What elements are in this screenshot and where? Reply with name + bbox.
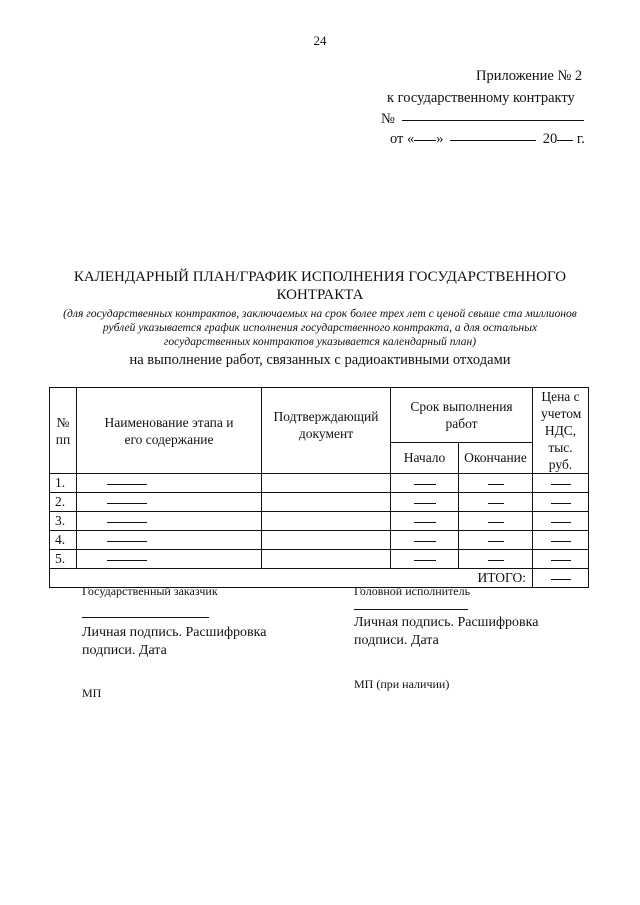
start-blank: [414, 540, 436, 542]
end-blank: [488, 502, 504, 504]
end-blank: [488, 521, 504, 523]
stage-blank: [107, 559, 147, 561]
price-cell[interactable]: [533, 531, 589, 550]
document-subtitle-note: (для государственных контрактов, заключаемых на срок более трех лет с ценой свыше ста миллионов рублей указывается график исполнения государственного контракта, а для остальных государственных контрактов указывается календарный план): [63, 307, 577, 348]
price-blank: [551, 521, 571, 523]
row-number: 5.: [50, 550, 77, 569]
end-blank: [488, 483, 504, 485]
calendar-plan-table: [49, 387, 589, 588]
contractor-signature-caption: Личная подпись. Расшифровка подписи. Дата: [354, 615, 539, 648]
document-cell[interactable]: [262, 512, 391, 531]
start-cell[interactable]: [391, 474, 459, 493]
header-period: Срок выполнения работ: [391, 388, 533, 443]
row-number: 2.: [50, 493, 77, 512]
stage-cell[interactable]: [77, 550, 262, 569]
date-year-blank: [557, 139, 573, 141]
total-price-cell[interactable]: [533, 569, 589, 588]
end-cell[interactable]: [459, 550, 533, 569]
contract-number-blank: [402, 119, 584, 121]
end-cell[interactable]: [459, 493, 533, 512]
start-cell[interactable]: [391, 531, 459, 550]
date-year: 20: [542, 131, 558, 147]
stage-blank: [107, 521, 147, 523]
start-cell[interactable]: [391, 550, 459, 569]
contractor-label: Головной исполнитель: [354, 584, 471, 598]
annex-title: Приложение № 2: [476, 68, 583, 84]
annex-contract-reference: к государственному контракту: [387, 90, 575, 106]
contractor-stamp: МП (при наличии): [354, 677, 450, 691]
table-header-row: [50, 388, 589, 443]
price-blank: [551, 540, 571, 542]
start-blank: [414, 521, 436, 523]
total-price-blank: [551, 578, 571, 580]
start-blank: [414, 559, 436, 561]
header-price: Цена с учетом НДС, тыс. руб.: [533, 388, 589, 474]
row-number: 1.: [50, 474, 77, 493]
stage-blank: [107, 502, 147, 504]
start-blank: [414, 502, 436, 504]
document-cell[interactable]: [262, 474, 391, 493]
contract-number-line: [381, 111, 584, 128]
header-end: Окончание: [459, 442, 533, 474]
date-day-blank: [414, 139, 436, 141]
stage-blank: [107, 540, 147, 542]
start-blank: [414, 483, 436, 485]
start-cell[interactable]: [391, 512, 459, 531]
price-blank: [551, 483, 571, 485]
stage-cell[interactable]: [77, 512, 262, 531]
stage-cell[interactable]: [77, 474, 262, 493]
page-number: 24: [313, 33, 327, 48]
document-purpose: на выполнение работ, связанных с радиоактивными отходами: [129, 352, 511, 368]
date-month-blank: [450, 139, 536, 141]
row-number: 4.: [50, 531, 77, 550]
contract-date-line: [390, 131, 585, 148]
date-prefix: от «: [390, 131, 415, 147]
table-row: [50, 512, 589, 531]
price-cell[interactable]: [533, 512, 589, 531]
end-cell[interactable]: [459, 531, 533, 550]
contractor-signature-line[interactable]: [354, 609, 468, 610]
document-title: КАЛЕНДАРНЫЙ ПЛАН/ГРАФИК ИСПОЛНЕНИЯ ГОСУДАРСТВЕННОГО КОНТРАКТА: [73, 269, 567, 303]
end-cell[interactable]: [459, 512, 533, 531]
row-number: 3.: [50, 512, 77, 531]
price-cell[interactable]: [533, 550, 589, 569]
date-year-suffix: г.: [576, 131, 585, 147]
document-cell[interactable]: [262, 531, 391, 550]
document-cell[interactable]: [262, 550, 391, 569]
price-cell[interactable]: [533, 493, 589, 512]
customer-signature-line[interactable]: [82, 617, 209, 618]
table-row: [50, 531, 589, 550]
total-label: ИТОГО:: [50, 569, 533, 588]
start-cell[interactable]: [391, 493, 459, 512]
document-cell[interactable]: [262, 493, 391, 512]
header-num: № пп: [50, 388, 77, 474]
end-blank: [488, 559, 504, 561]
end-cell[interactable]: [459, 474, 533, 493]
price-blank: [551, 502, 571, 504]
stage-blank: [107, 483, 147, 485]
stage-cell[interactable]: [77, 493, 262, 512]
price-cell[interactable]: [533, 474, 589, 493]
table-row: [50, 550, 589, 569]
end-blank: [488, 540, 504, 542]
table-row: [50, 493, 589, 512]
stage-cell[interactable]: [77, 531, 262, 550]
customer-signature-caption: Личная подпись. Расшифровка подписи. Дата: [82, 625, 267, 658]
header-document: Подтверждающий документ: [262, 388, 391, 474]
contract-number-prefix: №: [381, 111, 395, 127]
customer-label: Государственный заказчик: [82, 584, 218, 598]
table-row: [50, 474, 589, 493]
header-stage: Наименование этапа и его содержание: [77, 388, 262, 474]
price-blank: [551, 559, 571, 561]
header-start: Начало: [391, 442, 459, 474]
customer-stamp: МП: [82, 686, 102, 700]
date-mid: »: [436, 131, 444, 147]
